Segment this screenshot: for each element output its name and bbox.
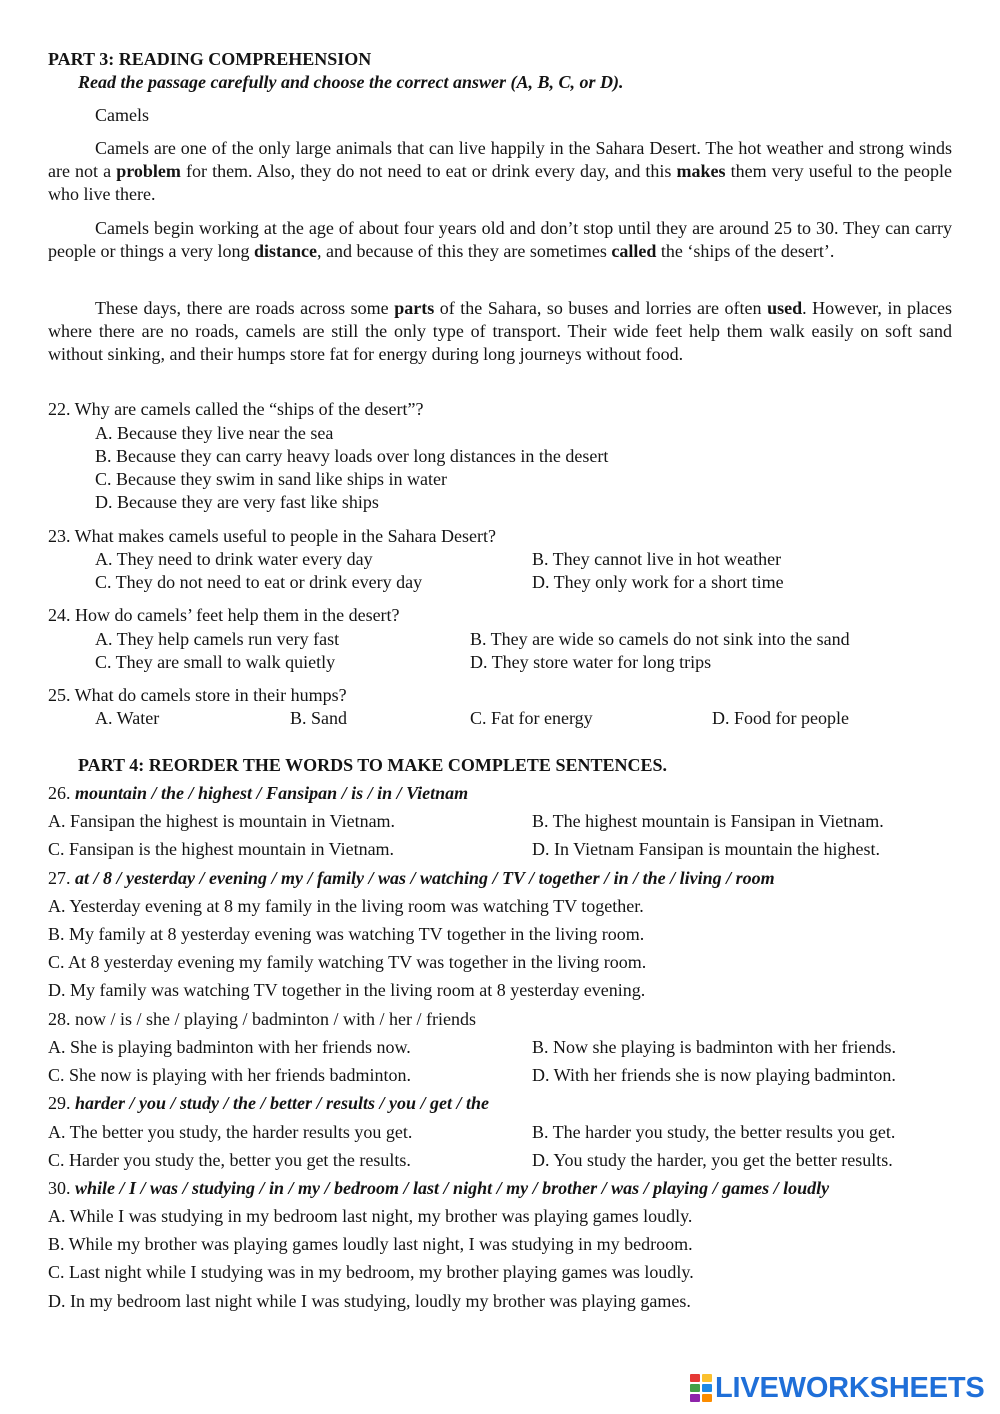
question-24-option-d: D. They store water for long trips [470,652,712,672]
question-27-prompt [48,867,775,890]
part4-heading: PART 4: REORDER THE WORDS TO MAKE COMPLETE SENTENCES. [78,755,667,775]
question-number: 27. [48,868,71,888]
liveworksheets-logo-icon [690,1374,712,1402]
passage-paragraph-1 [48,137,952,206]
question-23-stem: 23. What makes camels useful to people in the Sahara Desert? [48,526,497,546]
question-number: 28. [48,1009,71,1029]
highlighted-word: problem [116,161,181,181]
question-27-option-c: C. At 8 yesterday evening my family watching TV was together in the living room. [48,952,647,972]
question-30-option-a: A. While I was studying in my bedroom last night, my brother was playing games loudly. [48,1206,693,1226]
passage-paragraph-3 [48,297,952,366]
paragraph-text: for them. Also, they do not need to eat or drink every day, and this [180,161,677,181]
paragraph-text: , and because of this they are sometimes [316,241,612,261]
question-26-option-b: B. The highest mountain is Fansipan in Vietnam. [532,811,884,831]
question-28-option-a: A. She is playing badminton with her friends now. [48,1037,411,1057]
word-list: mountain / the / highest / Fansipan / is / in / Vietnam [75,783,469,803]
question-28-prompt [48,1008,476,1031]
question-29-option-d: D. You study the harder, you get the better results. [532,1150,893,1170]
question-28-option-c: C. She now is playing with her friends badminton. [48,1065,411,1085]
question-29-option-b: B. The harder you study, the better results you get. [532,1122,896,1142]
question-30-prompt [48,1177,829,1200]
question-30-option-d: D. In my bedroom last night while I was studying, loudly my brother was playing games. [48,1291,691,1311]
question-22-options [95,422,608,514]
question-23-option-b: B. They cannot live in hot weather [532,549,782,569]
word-list: harder / you / study / the / better / results / you / get / the [75,1093,490,1113]
liveworksheets-logo-text: LIVEWORKSHEETS [715,1372,985,1404]
question-28-option-d: D. With her friends she is now playing badminton. [532,1065,896,1085]
question-22-option-d: D. Because they are very fast like ships [95,492,379,512]
paragraph-text: of the Sahara, so buses and lorries are often [434,298,768,318]
question-25-stem: 25. What do camels store in their humps? [48,685,347,705]
question-27-option-d: D. My family was watching TV together in the living room at 8 yesterday evening. [48,980,646,1000]
highlighted-word: makes [676,161,726,181]
word-list: while / I / was / studying / in / my / bedroom / last / night / my / brother / was / playing / games / loudly [75,1178,830,1198]
question-number: 29. [48,1093,71,1113]
question-22-option-a: A. Because they live near the sea [95,423,334,443]
question-26-option-d: D. In Vietnam Fansipan is mountain the highest. [532,839,881,859]
liveworksheets-logo [690,1373,985,1403]
question-26-option-c: C. Fansipan is the highest mountain in Vietnam. [48,839,395,859]
question-27-option-b: B. My family at 8 yesterday evening was watching TV together in the living room. [48,924,645,944]
highlighted-word: parts [394,298,435,318]
question-23-option-c: C. They do not need to eat or drink every day [95,572,423,592]
question-30-option-b: B. While my brother was playing games loudly last night, I was studying in my bedroom. [48,1234,693,1254]
question-24-option-b: B. They are wide so camels do not sink into the sand [470,629,850,649]
passage-title: Camels [95,105,149,125]
question-29-option-a: A. The better you study, the harder results you get. [48,1122,413,1142]
question-26-prompt [48,782,468,805]
question-25-option-d: D. Food for people [712,708,849,728]
passage-paragraph-2 [48,217,952,263]
question-22-option-c: C. Because they swim in sand like ships in water [95,469,447,489]
highlighted-word: distance [253,241,317,261]
paragraph-text: Camels are one of the only large animals that can live happily in the Sahara Desert. The hot weather and strong winds are not a [48,138,952,181]
question-25-option-b: B. Sand [290,708,348,728]
question-number: 26. [48,783,71,803]
paragraph-text: These days, there are roads across some [95,298,395,318]
question-29-prompt [48,1092,489,1115]
question-30-option-c: C. Last night while I studying was in my bedroom, my brother playing games was loudly. [48,1262,694,1282]
question-27-option-a: A. Yesterday evening at 8 my family in the living room was watching TV together. [48,896,644,916]
question-24-option-a: A. They help camels run very fast [95,629,340,649]
question-25-option-c: C. Fat for energy [470,708,593,728]
paragraph-text: . However, in places where there are no roads, camels are still the only type of transport. Their wide feet help them walk easily on soft sand without sinking, and their humps store fat for energy during long journeys without food. [48,298,952,364]
question-number: 30. [48,1178,71,1198]
paragraph-text: the ‘ships of the desert’. [656,241,835,261]
paragraph-text: Camels begin working at the age of about four years old and don’t stop until they are around 25 to 30. They can carry people or things a very long [48,218,952,261]
question-23-option-a: A. They need to drink water every day [95,549,373,569]
question-25-option-a: A. Water [95,708,160,728]
word-list: at / 8 / yesterday / evening / my / family / was / watching / TV / together / in / the / living / room [75,868,775,888]
question-24-option-c: C. They are small to walk quietly [95,652,336,672]
question-29-option-c: C. Harder you study the, better you get the results. [48,1150,411,1170]
word-list: now / is / she / playing / badminton / with / her / friends [75,1009,476,1029]
highlighted-word: used [767,298,803,318]
question-22-stem: 22. Why are camels called the “ships of the desert”? [48,399,424,419]
highlighted-word: called [611,241,657,261]
part3-instruction: Read the passage carefully and choose the correct answer (A, B, C, or D). [78,72,624,92]
question-23-option-d: D. They only work for a short time [532,572,784,592]
paragraph-text: them very useful to the people who live there. [48,161,952,204]
question-26-option-a: A. Fansipan the highest is mountain in Vietnam. [48,811,396,831]
question-22-option-b: B. Because they can carry heavy loads over long distances in the desert [95,446,609,466]
part3-heading: PART 3: READING COMPREHENSION [48,49,372,69]
question-28-option-b: B. Now she playing is badminton with her friends. [532,1037,896,1057]
question-24-stem: 24. How do camels’ feet help them in the desert? [48,605,400,625]
